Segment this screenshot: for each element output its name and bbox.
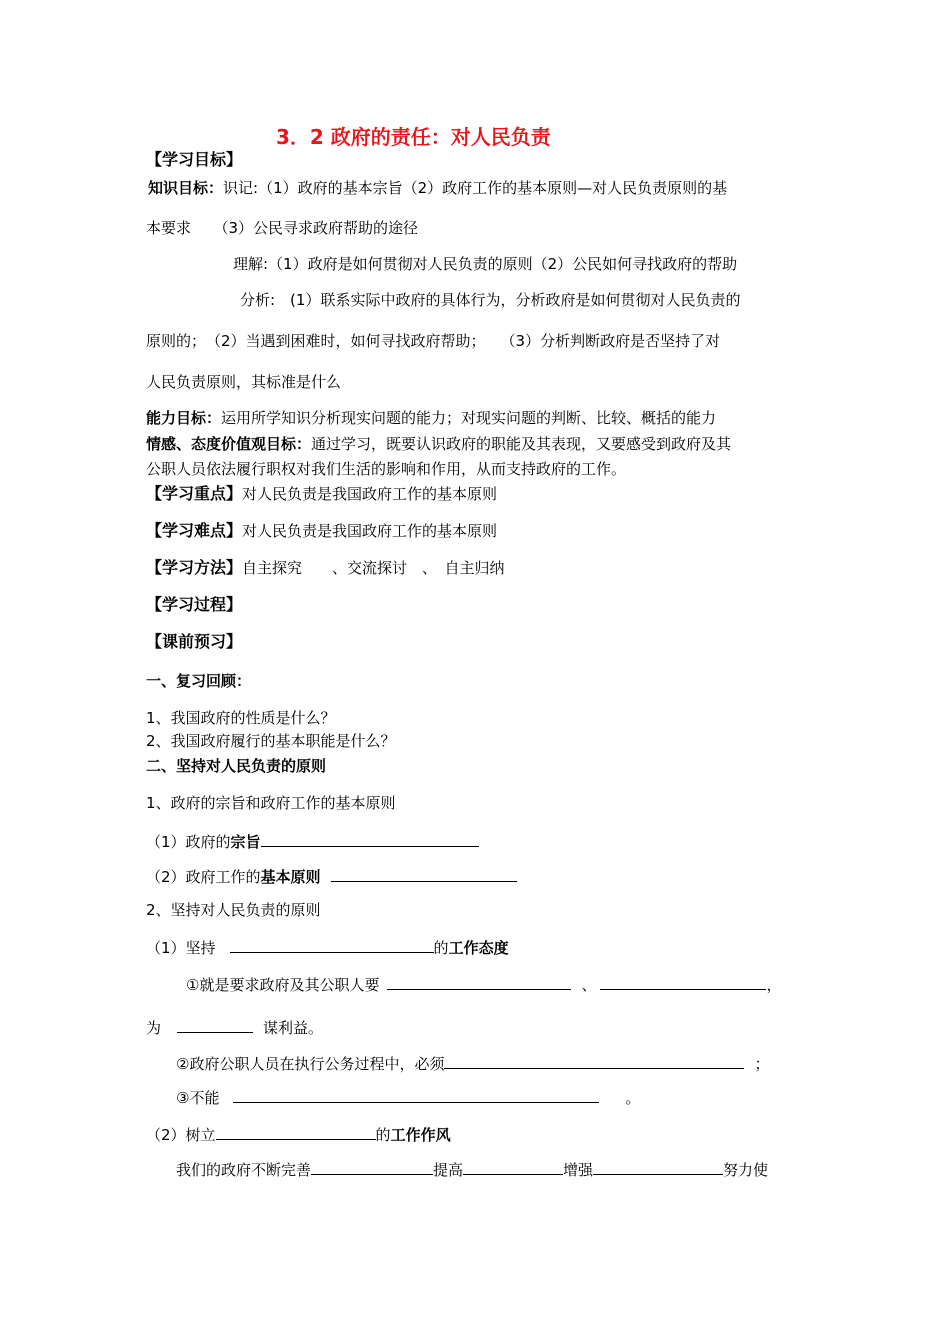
- requirement-3-prefix: ③不能: [176, 1089, 220, 1107]
- improve-blank-3[interactable]: [593, 1158, 723, 1175]
- requirement-1-blank-b[interactable]: [600, 973, 766, 990]
- knowledge-goal-line-1: [148, 178, 727, 198]
- requirement-2-line: [176, 1052, 769, 1074]
- requirement-1-blank-a[interactable]: [387, 973, 571, 990]
- requirement-3-blank[interactable]: [233, 1086, 599, 1103]
- improve-blank-2[interactable]: [463, 1158, 563, 1175]
- basic-principle-blank[interactable]: [331, 865, 517, 882]
- principle-section-1: 1、政府的宗旨和政府工作的基本原则: [146, 794, 396, 812]
- improve-blank-1[interactable]: [311, 1158, 433, 1175]
- review-heading: 一、复习回顾：: [146, 672, 252, 690]
- improve-word-1: 提高: [433, 1161, 464, 1179]
- method-text: 自主探究 、交流探讨 、 自主归纳: [242, 559, 505, 577]
- emotion-goal-label: 情感、态度价值观目标：: [146, 435, 312, 453]
- review-question-2: 2、我国政府履行的基本职能是什么？: [146, 732, 396, 750]
- emotion-goal-text: 通过学习，既要认识政府的职能及其表现，又要感受到政府及其: [311, 435, 732, 453]
- difficulty-label: 【学习难点】: [146, 521, 243, 540]
- goals-heading: 【学习目标】: [146, 150, 243, 169]
- requirement-1-sep: 、: [581, 976, 597, 994]
- requirement-3-line: [176, 1086, 640, 1108]
- improve-line: [176, 1158, 768, 1180]
- review-question-1: 1、我国政府的性质是什么？: [146, 709, 336, 727]
- analyze-goal-line-1: 分析: (1）联系实际中政府的具体行为，分析政府是如何贯彻对人民负责的: [240, 291, 741, 309]
- key-point-text: 对人民负责是我国政府工作的基本原则: [242, 485, 498, 503]
- requirement-1-cont-line: [146, 1016, 323, 1038]
- style-line: [146, 1123, 451, 1145]
- style-blank[interactable]: [216, 1123, 376, 1140]
- improve-word-2: 增强: [563, 1161, 594, 1179]
- emotion-goal-line-2: 公职人员依法履行职权对我们生活的影响和作用，从而支持政府的工作。: [146, 460, 627, 478]
- principle-section-2: 2、坚持对人民负责的原则: [146, 901, 321, 919]
- style-keyword: 工作作风: [390, 1126, 451, 1144]
- requirement-3-end: 。: [625, 1089, 641, 1107]
- attitude-line: [146, 936, 509, 958]
- purpose-blank[interactable]: [261, 830, 479, 847]
- attitude-mid: 的: [433, 939, 449, 957]
- attitude-keyword: 工作态度: [448, 939, 509, 957]
- requirement-1-line: [186, 973, 781, 995]
- basic-principle-line: [146, 865, 517, 887]
- requirement-1-end: ，: [766, 976, 782, 994]
- understand-goal: 理解:（1）政府是如何贯彻对人民负责的原则（2）公民如何寻找政府的帮助: [233, 255, 738, 273]
- requirement-2-prefix: ②政府公职人员在执行公务过程中，必须: [176, 1055, 445, 1073]
- attitude-prefix: （1）坚持: [146, 939, 216, 957]
- ability-goal-text: 运用所学知识分析现实问题的能力；对现实问题的判断、比较、概括的能力: [221, 409, 717, 427]
- requirement-1-post: 谋利益。: [263, 1019, 324, 1037]
- knowledge-goal-label: 知识目标：: [148, 179, 224, 197]
- principle-heading: 二、坚持对人民负责的原则: [146, 757, 327, 775]
- method: [146, 558, 505, 578]
- requirement-1-for: 为: [146, 1019, 162, 1037]
- ability-goal-label: 能力目标：: [146, 409, 222, 427]
- purpose-line: [146, 830, 479, 852]
- difficulty-text: 对人民负责是我国政府工作的基本原则: [242, 522, 498, 540]
- improve-prefix: 我们的政府不断完善: [176, 1161, 312, 1179]
- key-point: [146, 484, 497, 504]
- preview-heading: 【课前预习】: [146, 632, 243, 651]
- basic-principle-keyword: 基本原则: [260, 868, 321, 886]
- requirement-2-blank[interactable]: [444, 1052, 744, 1069]
- style-mid: 的: [375, 1126, 391, 1144]
- attitude-blank[interactable]: [230, 936, 434, 953]
- purpose-keyword: 宗旨: [230, 833, 261, 851]
- style-prefix: （2）树立: [146, 1126, 216, 1144]
- requirement-2-end: ；: [754, 1055, 770, 1073]
- knowledge-goal-text: 识记:（1）政府的基本宗旨（2）政府工作的基本原则—对人民负责原则的基: [223, 179, 728, 197]
- requirement-1-blank-c[interactable]: [177, 1016, 253, 1033]
- page-title: 3．2 政府的责任：对人民负责: [276, 125, 551, 149]
- ability-goal: [146, 408, 716, 428]
- difficulty: [146, 521, 497, 541]
- requirement-1-prefix: ①就是要求政府及其公职人要: [186, 976, 380, 994]
- key-point-label: 【学习重点】: [146, 484, 243, 503]
- basic-principle-prefix: （2）政府工作的: [146, 868, 261, 886]
- method-label: 【学习方法】: [146, 558, 243, 577]
- purpose-prefix: （1）政府的: [146, 833, 231, 851]
- analyze-goal-line-3: 人民负责原则，其标准是什么: [146, 373, 342, 391]
- knowledge-goal-line-2: 本要求 （3）公民寻求政府帮助的途径: [146, 219, 419, 237]
- improve-word-3: 努力使: [723, 1161, 769, 1179]
- process-heading: 【学习过程】: [146, 595, 243, 614]
- emotion-goal-line-1: [146, 434, 731, 454]
- analyze-goal-line-2: 原则的； （2）当遇到困难时，如何寻找政府帮助； （3）分析判断政府是否坚持了对: [146, 332, 721, 350]
